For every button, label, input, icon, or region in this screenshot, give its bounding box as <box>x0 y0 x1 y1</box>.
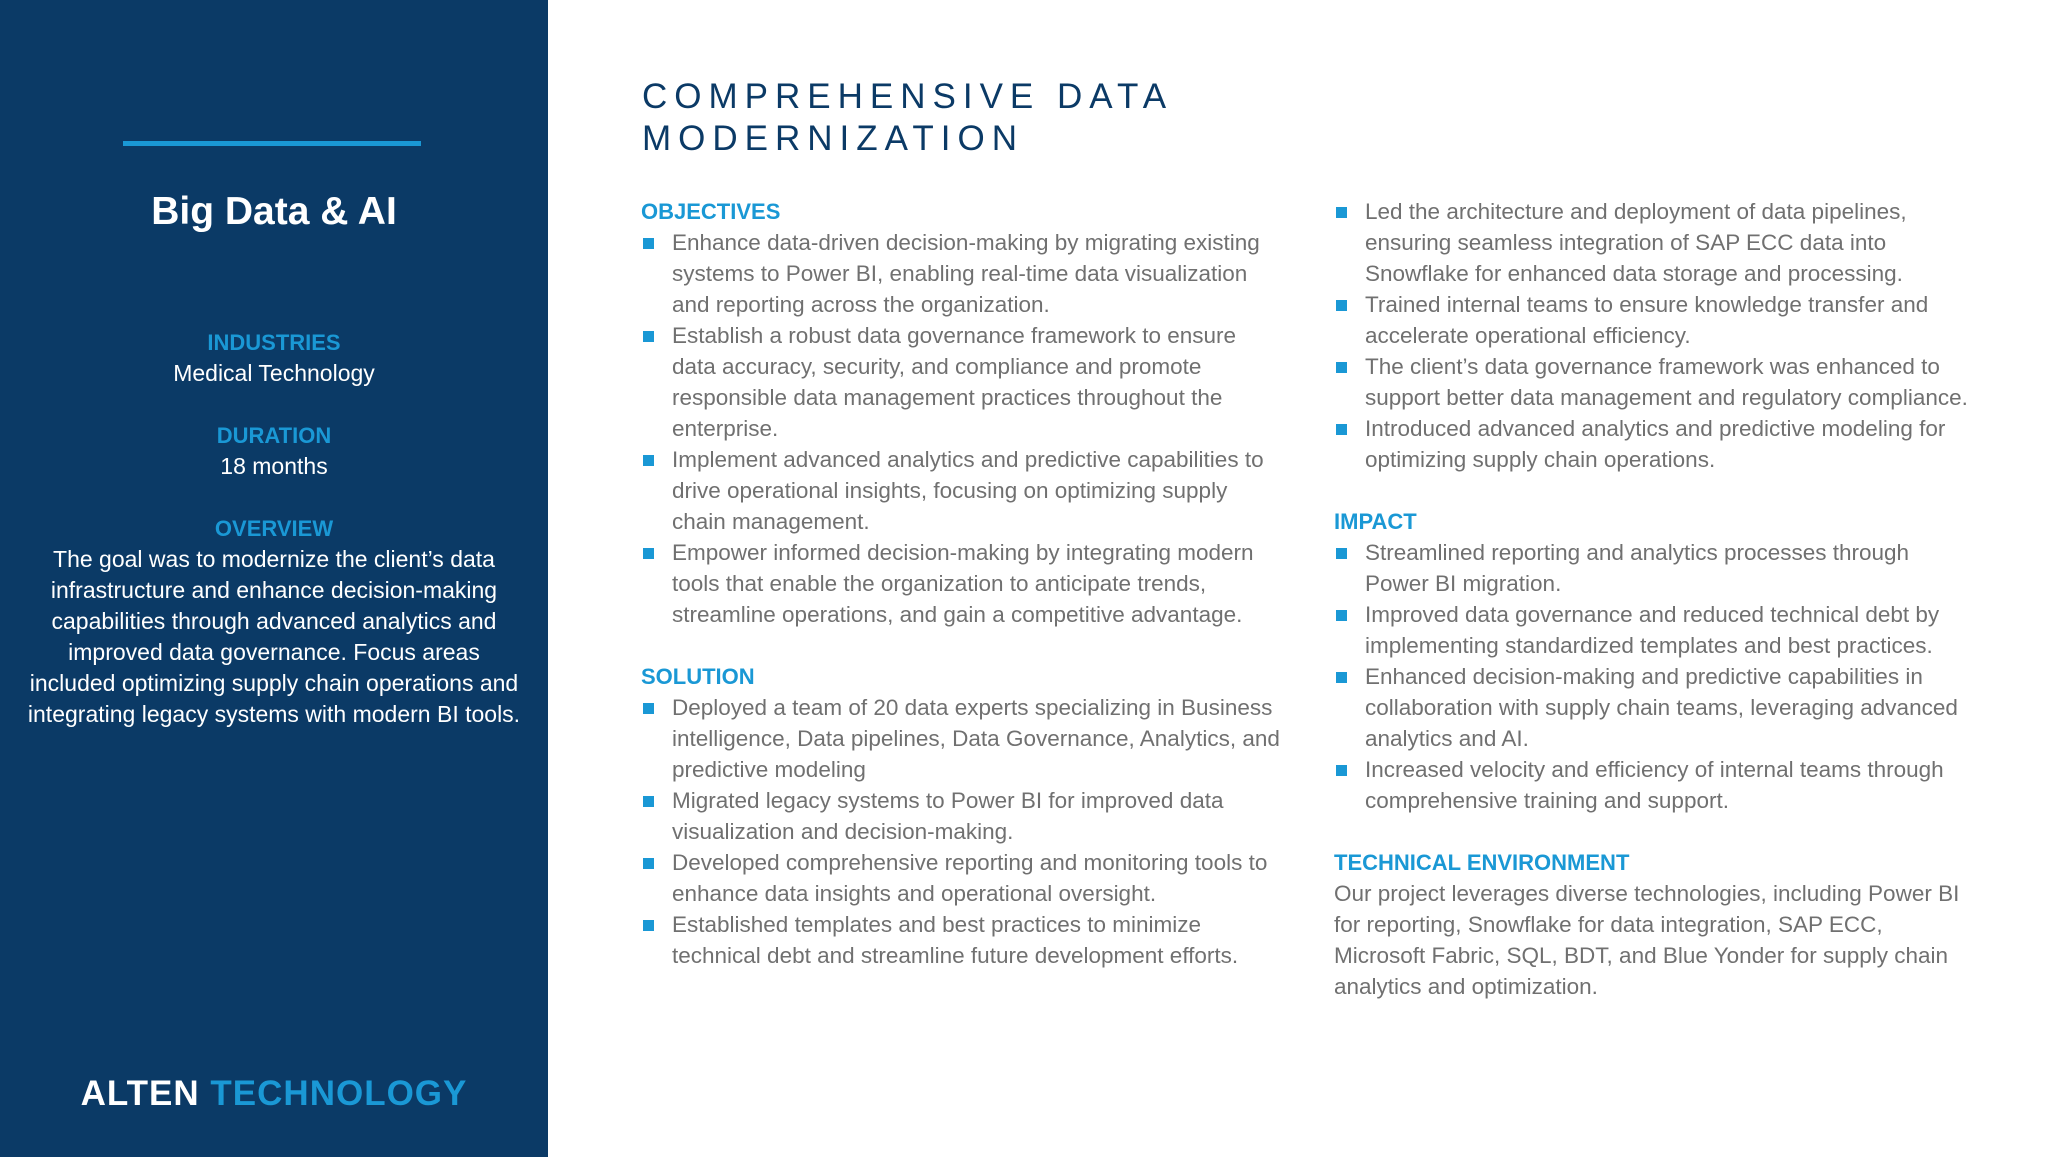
industries-label: INDUSTRIES <box>207 330 341 355</box>
list-item: Established templates and best practices to minimize technical debt and streamline future development efforts. <box>641 909 1281 971</box>
technical-environment-heading: TECHNICAL ENVIRONMENT <box>1334 850 1630 875</box>
list-item: Enhanced decision-making and predictive capabilities in collaboration with supply chain teams, leveraging advanced analytics and AI. <box>1334 661 1974 754</box>
impact-heading: IMPACT <box>1334 509 1417 534</box>
list-item: Developed comprehensive reporting and monitoring tools to enhance data insights and operational oversight. <box>641 847 1281 909</box>
bullet-square-icon <box>643 703 654 714</box>
bullet-square-icon <box>643 455 654 466</box>
alten-technology-logo <box>0 1074 548 1114</box>
solution-list-continued <box>1334 196 1974 475</box>
industries-block <box>26 327 522 389</box>
left-column <box>641 196 1281 971</box>
list-item: Led the architecture and deployment of data pipelines, ensuring seamless integration of SAP ECC data into Snowflake for enhanced data storage and processing. <box>1334 196 1974 289</box>
list-item: Streamlined reporting and analytics processes through Power BI migration. <box>1334 537 1974 599</box>
bullet-square-icon <box>1336 300 1347 311</box>
accent-line <box>123 141 421 146</box>
list-item: Establish a robust data governance framework to ensure data accuracy, security, and compliance and promote responsible data management practices throughout the enterprise. <box>641 320 1281 444</box>
bullet-square-icon <box>643 920 654 931</box>
list-item: Increased velocity and efficiency of internal teams through comprehensive training and support. <box>1334 754 1974 816</box>
bullet-square-icon <box>643 796 654 807</box>
bullet-square-icon <box>1336 610 1347 621</box>
bullet-square-icon <box>1336 548 1347 559</box>
list-item: Implement advanced analytics and predictive capabilities to drive operational insights, focusing on optimizing supply chain management. <box>641 444 1281 537</box>
bullet-square-icon <box>643 858 654 869</box>
duration-block <box>26 420 522 482</box>
bullet-square-icon <box>643 331 654 342</box>
overview-label: OVERVIEW <box>214 516 334 541</box>
list-item: Trained internal teams to ensure knowledge transfer and accelerate operational efficiency. <box>1334 289 1974 351</box>
bullet-square-icon <box>643 238 654 249</box>
list-item: Deployed a team of 20 data experts specializing in Business intelligence, Data pipelines, Data Governance, Analytics, and predictive modeling <box>641 692 1281 785</box>
solution-heading: SOLUTION <box>641 664 755 689</box>
list-item: Improved data governance and reduced technical debt by implementing standardized templates and best practices. <box>1334 599 1974 661</box>
bullet-square-icon <box>643 548 654 559</box>
logo-alten: ALTEN <box>80 1074 200 1113</box>
bullet-square-icon <box>1336 207 1347 218</box>
solution-list <box>641 692 1281 971</box>
list-item: Introduced advanced analytics and predictive modeling for optimizing supply chain operations. <box>1334 413 1974 475</box>
logo-technology: TECHNOLOGY <box>210 1074 468 1113</box>
bullet-square-icon <box>1336 424 1347 435</box>
sidebar <box>0 0 548 1157</box>
overview-text: The goal was to modernize the client’s data infrastructure and enhance decision-making capabilities through advanced analytics and improved data governance. Focus areas included optimizing supply chain operations and integrating legacy systems with modern BI tools. <box>27 546 521 727</box>
list-item: Enhance data-driven decision-making by migrating existing systems to Power BI, enabling real-time data visualization and reporting across the organization. <box>641 227 1281 320</box>
duration-label: DURATION <box>216 423 332 448</box>
industries-value: Medical Technology <box>173 360 375 386</box>
objectives-list <box>641 227 1281 630</box>
practice-title: Big Data & AI <box>151 190 397 233</box>
right-column <box>1334 196 1974 1002</box>
bullet-square-icon <box>1336 765 1347 776</box>
overview-block <box>26 513 522 730</box>
list-item: Migrated legacy systems to Power BI for improved data visualization and decision-making. <box>641 785 1281 847</box>
list-item: Empower informed decision-making by integrating modern tools that enable the organization to anticipate trends, streamline operations, and gain a competitive advantage. <box>641 537 1281 630</box>
technical-environment-text: Our project leverages diverse technologies, including Power BI for reporting, Snowflake for data integration, SAP ECC, Microsoft Fabric, SQL, BDT, and Blue Yonder for supply chain analytics and optimization. <box>1334 881 1960 999</box>
list-item: The client’s data governance framework was enhanced to support better data management and regulatory compliance. <box>1334 351 1974 413</box>
duration-value: 18 months <box>220 453 328 479</box>
bullet-square-icon <box>1336 672 1347 683</box>
objectives-heading: OBJECTIVES <box>641 199 781 224</box>
bullet-square-icon <box>1336 362 1347 373</box>
impact-list <box>1334 537 1974 816</box>
page-title: COMPREHENSIVE DATA MODERNIZATION <box>642 77 1172 158</box>
